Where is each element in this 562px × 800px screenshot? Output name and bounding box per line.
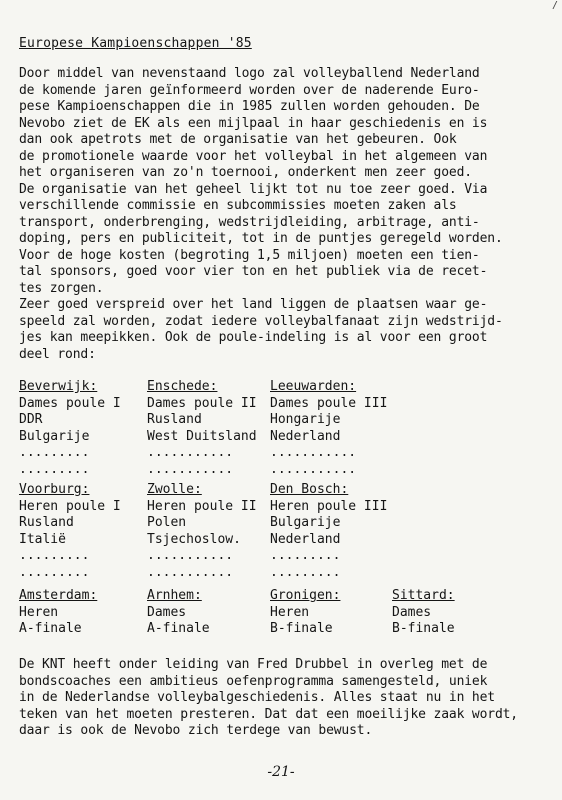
venue-line: ...........: [147, 548, 234, 563]
venue-line: .........: [19, 564, 90, 580]
venue-line: Nederland: [270, 531, 341, 547]
corner-mark: /: [551, 0, 558, 11]
page-number: -21-: [267, 764, 295, 780]
venue-line: Dames poule II: [147, 395, 257, 411]
venue-line: Heren poule III: [270, 498, 388, 514]
venue-line: A-finale: [19, 621, 82, 636]
venue-line: Heren poule II: [147, 498, 257, 514]
venue-enschede: [147, 379, 257, 478]
venue-city: Gronigen:: [270, 588, 341, 603]
venue-line: .........: [19, 548, 90, 563]
page-title: Europese Kampioenschappen '85: [19, 36, 252, 51]
venue-arnhem: [147, 588, 210, 638]
venue-line: A-finale: [147, 621, 210, 636]
venue-line: Polen: [147, 515, 187, 530]
venue-line: Heren: [19, 604, 59, 620]
venue-city: Voorburg:: [19, 482, 90, 497]
venue-amsterdam: [19, 588, 97, 638]
venue-line: Rusland: [19, 515, 74, 530]
venue-city: Amsterdam:: [19, 588, 98, 603]
venue-line: ...........: [147, 564, 234, 580]
venue-city: Zwolle:: [147, 482, 202, 497]
venue-line: Hongarije: [270, 412, 341, 427]
venue-voorburg: [19, 482, 121, 581]
venue-line: ...........: [147, 445, 234, 460]
closing-paragraph: De KNT heeft onder leiding van Fred Drubbel in overleg met de bondscoaches een ambitieus oefenprogramma samengesteld, uniek in de Nederlandse volleybalgeschiedenis. Alles staat nu in het teken van het moeten presteren. Dat dat een moeilijke zaak wordt, daar is ook de Nevobo zich terdege van bewust.: [19, 657, 518, 738]
intro-paragraph: Door middel van nevenstaand logo zal volleyballend Nederland de komende jaren geïnformeerd worden over de naderende Euro- pese Kampioenschappen die in 1985 zullen worden gehouden. De Nevobo ziet de EK als een mijlpaal in haar geschiedenis en is dan ook apetrots met de organisatie van het gebeuren. Ook de promotionele waarde voor het volleybal in het algemeen van het organiseren van zo'n toernooi, onderkent men zeer goed. De organisatie van het geheel lijkt tot nu toe zeer goed. Via verschillende commissie en subcommissies moeten zaken als transport, onderbrenging, wedstrijdleiding, arbitrage, anti- doping, pers en publiciteit, tot in de puntjes geregeld worden. Voor de hoge kosten (begroting 1,5 miljoen) moeten een tien- tal sponsors, goed voor vier ton en het publiek via de recet- tes zorgen. Zeer goed verspreid over het land liggen de plaatsen waar ge- speeld zal worden, zodat iedere volleybalfanaat zijn wedstrijd- jes kan meepikken. Ook de poule-indeling is al voor een groot deel rond:: [19, 66, 503, 362]
venue-city: Leeuwarden:: [270, 379, 357, 394]
venue-line: DDR: [19, 412, 43, 427]
venue-sittard: [392, 588, 455, 638]
venue-city: Sittard:: [392, 588, 455, 603]
venue-city: Arnhem:: [147, 588, 202, 603]
venue-line: B-finale: [392, 621, 455, 636]
venue-line: .........: [19, 445, 90, 460]
venue-gronigen: [270, 588, 340, 638]
venue-line: Dames poule I: [19, 395, 121, 411]
venue-line: Dames: [147, 604, 187, 620]
venue-line: Dames: [392, 604, 432, 620]
venue-line: ...........: [270, 445, 357, 460]
venue-leeuwarden: [270, 379, 387, 478]
venue-line: Heren poule I: [19, 498, 121, 514]
venue-city: Enschede:: [147, 379, 218, 394]
venue-line: Dames poule III: [270, 395, 388, 411]
venue-line: .........: [270, 564, 341, 580]
venue-beverwijk: [19, 379, 121, 478]
venue-city: Den Bosch:: [270, 482, 349, 497]
venue-line: Bulgarije: [19, 428, 90, 444]
venue-line: ...........: [270, 461, 357, 477]
venue-line: B-finale: [270, 621, 333, 636]
venue-line: Nederland: [270, 428, 341, 444]
venue-line: West Duitsland: [147, 428, 257, 444]
venue-zwolle: [147, 482, 257, 581]
venue-line: ...........: [147, 461, 234, 477]
venue-line: .........: [19, 461, 90, 477]
venue-line: .........: [270, 548, 341, 563]
venue-line: Tsjechoslow.: [147, 531, 241, 547]
venue-city: Beverwijk:: [19, 379, 98, 394]
venue-line: Bulgarije: [270, 515, 341, 530]
venue-den-bosch: [270, 482, 387, 581]
venue-line: Italië: [19, 531, 66, 547]
venue-line: Rusland: [147, 412, 202, 427]
venue-line: Heren: [270, 604, 310, 620]
